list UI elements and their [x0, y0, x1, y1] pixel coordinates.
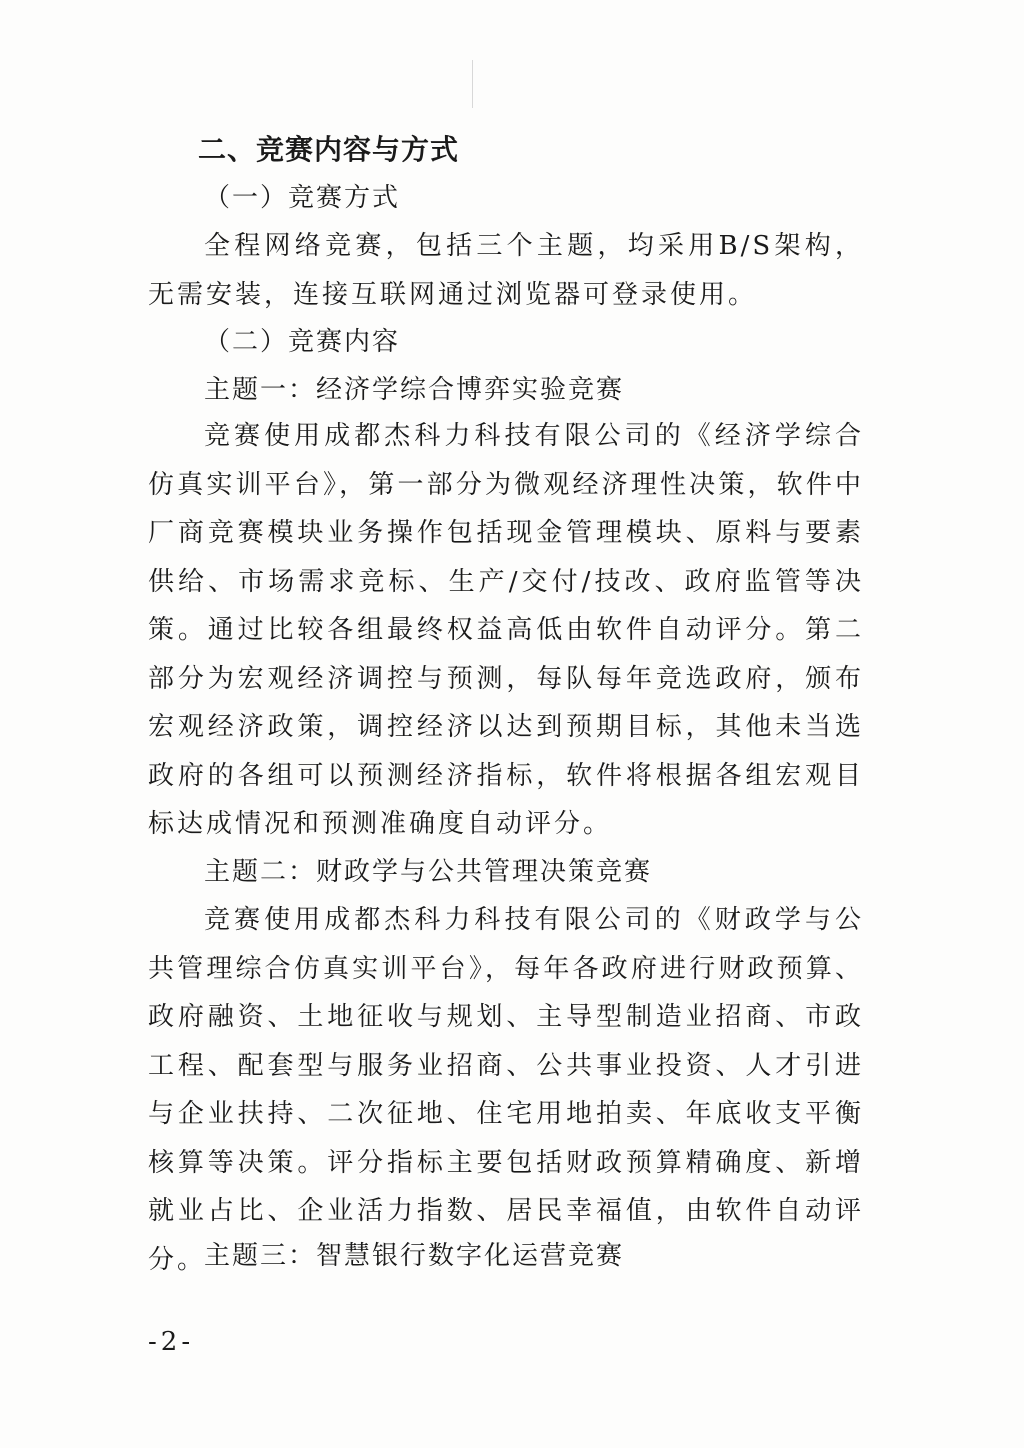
- paragraph-topic-one: 竞赛使用成都杰科力科技有限公司的《经济学综合仿真实训平台》，第一部分为微观经济理性决策，软件中厂商竞赛模块业务操作包括现金管理模块、原料与要素供给、市场需求竞标、生产/交付/技改、政府监管等决策。通过比较各组最终权益高低由软件自动评分。第二部分为宏观经济调控与预测，每队每年竞选政府，颁布宏观经济政策，调控经济以达到预期目标，其他未当选政府的各组可以预测经济指标，软件将根据各组宏观目标达成情况和预测准确度自动评分。: [148, 421, 864, 839]
- topic-two-title: 主题二：财政学与公共管理决策竞赛: [204, 857, 653, 887]
- paragraph-topic-two: 竞赛使用成都杰科力科技有限公司的《财政学与公共管理综合仿真实训平台》，每年各政府进行财政预算、政府融资、土地征收与规划、主导型制造业招商、市政工程、配套型与服务业招商、公共事业投资、人才引进与企业扶持、二次征地、住宅用地拍卖、年底收支平衡核算等决策。评分指标主要包括财政预算精确度、新增就业占比、企业活力指数、居民幸福值，由软件自动评分。: [148, 905, 864, 1275]
- subsection-title-method: （一）竞赛方式: [204, 183, 401, 213]
- paragraph-method: 全程网络竞赛，包括三个主题，均采用B/S架构，无需安装，连接互联网通过浏览器可登录使用。: [148, 231, 864, 310]
- subsection-title-content: （二）竞赛内容: [204, 327, 401, 357]
- topic-three-title: 主题三：智慧银行数字化运营竞赛: [204, 1241, 625, 1271]
- section-heading: 二、竞赛内容与方式: [198, 133, 460, 166]
- scan-mark: [472, 60, 473, 108]
- topic-one-title: 主题一：经济学综合博弈实验竞赛: [204, 375, 625, 405]
- page-number: -2-: [148, 1327, 195, 1357]
